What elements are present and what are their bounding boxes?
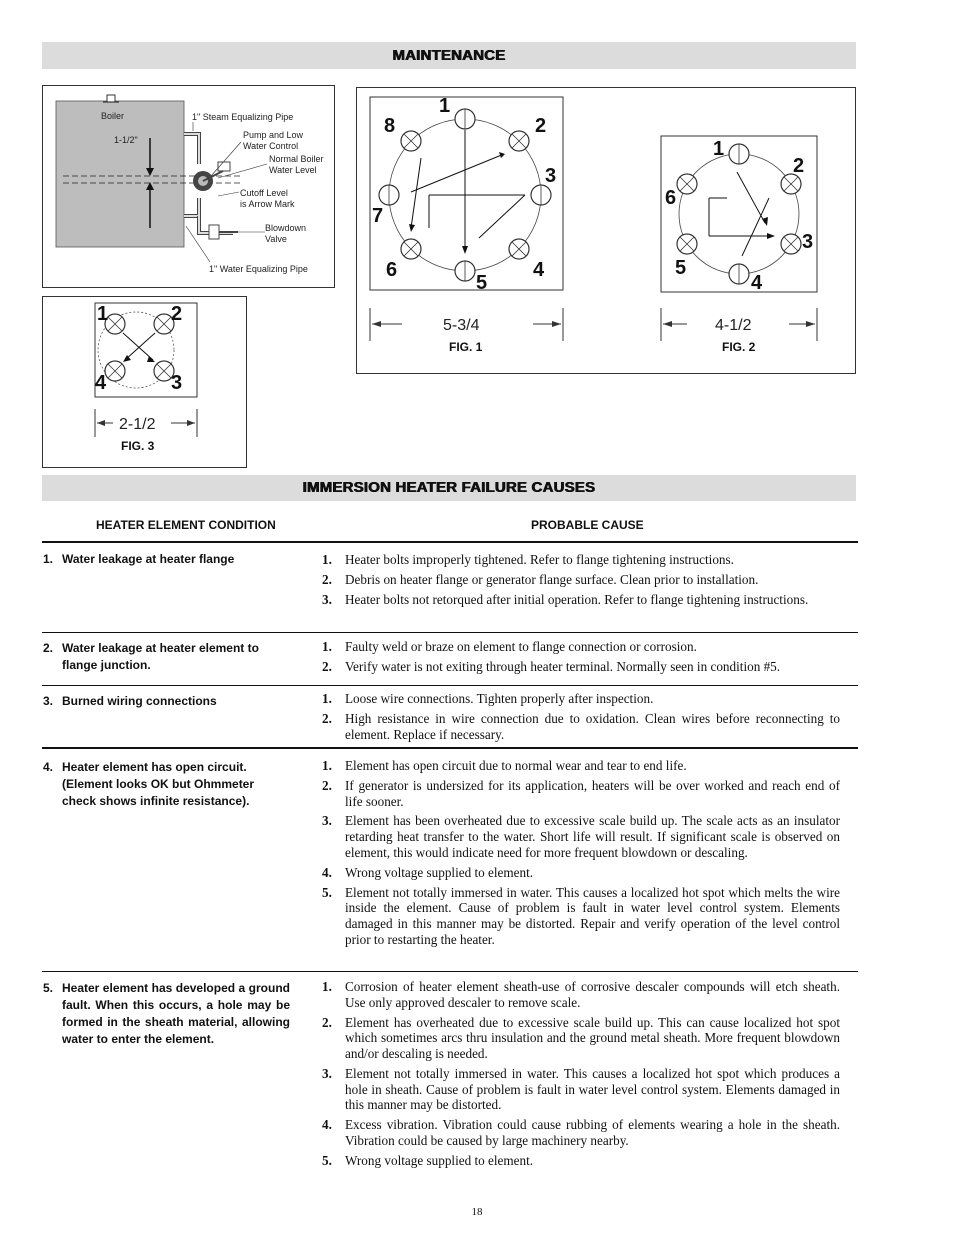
fig1-bolt-3: 3 — [545, 165, 557, 187]
cause-item: 4. Excess vibration. Vibration could cause rubbing of elements wearing a hole in the sheath. Vibration could be caused by large machinery nearby. — [322, 1117, 840, 1148]
fig1-bolt-2: 2 — [535, 115, 547, 137]
fig3-box — [42, 296, 247, 468]
page-number: 18 — [471, 1206, 483, 1218]
column-header-cause: PROBABLE CAUSE — [531, 518, 644, 532]
fig1-diagram — [370, 95, 573, 354]
fig3-caption: FIG. 3 — [121, 439, 155, 453]
cause-item: 5. Element not totally immersed in water. This causes a localized hot spot which melts the wire inside the element. Cause of problem is fault in water level control system. Elements damaged in this manner may be distorted. Repair and verify operation of the level control prior to restarting the heater. — [322, 884, 840, 947]
fig1-caption: FIG. 1 — [449, 340, 483, 354]
cause-item: 4. Wrong voltage supplied to element. — [322, 864, 534, 880]
header-rule — [42, 541, 858, 543]
fig1-dimension: 5-3/4 — [443, 317, 480, 334]
cause-item: 2. High resistance in wire connection due to oxidation. Clean wires before reconnecting to element. Replace if necessary. — [322, 710, 840, 742]
row-rule — [42, 747, 858, 749]
normal-level-label-2: Water Level — [269, 165, 317, 175]
fig2-dimension: 4-1/2 — [715, 317, 752, 334]
water-pipe-label: 1" Water Equalizing Pipe — [209, 264, 308, 274]
condition-3: 3. Burned wiring connections — [43, 694, 217, 708]
cutoff-label-1: Cutoff Level — [240, 188, 288, 198]
fig2-caption: FIG. 2 — [722, 340, 756, 354]
cause-item: 2. Debris on heater flange or generator flange surface. Clean prior to installation. — [322, 571, 759, 587]
causes-4 — [322, 758, 840, 952]
cause-item: 1. Loose wire connections. Tighten properly after inspection. — [322, 691, 654, 706]
cause-item: 3. Element has been overheated due to excessive scale build up. The scale acts as an insulator retarding heat transfer to the water. Short life will result. If significant scale is observed on element, this would indicate need for more frequent blowdown or descaling. — [322, 813, 840, 860]
cause-item: 1. Faulty weld or braze on element to flange connection or corrosion. — [322, 639, 697, 654]
boiler-label: Boiler — [101, 111, 125, 121]
causes-2 — [322, 639, 840, 679]
cause-item: 2. If generator is undersized for its application, heaters will be over worked and reach end of life sooner. — [322, 777, 840, 809]
normal-level-label-1: Normal Boiler — [269, 154, 324, 164]
steam-pipe-label: 1" Steam Equalizing Pipe — [192, 112, 294, 122]
bolt-pattern-figures — [356, 87, 856, 374]
cause-item: 3. Element not totally immersed in water. This causes a localized hot spot which produces a hole in sheath. Cause of problem is fault in water level control system. Elements damaged in this manner may be distorted. — [322, 1065, 840, 1113]
fig3-bolt-3: 3 — [171, 372, 183, 394]
fig3-bolt-1: 1 — [97, 303, 109, 325]
maintenance-heading — [42, 42, 856, 69]
causes-1 — [322, 552, 840, 612]
causes-5 — [322, 979, 840, 1173]
fig2-bolt-4: 4 — [751, 272, 763, 294]
cause-item: 3. Heater bolts not retorqued after initial operation. Refer to flange tightening instructions. — [322, 591, 809, 607]
fig2-bolt-3: 3 — [802, 231, 814, 253]
condition-2: 2. Water leakage at heater element to flange junction. — [43, 641, 259, 672]
row-rule — [42, 632, 858, 633]
column-header-condition: HEATER ELEMENT CONDITION — [96, 518, 276, 532]
condition-1: 1. Water leakage at heater flange — [43, 552, 235, 566]
cause-item: 1. Corrosion of heater element sheath-use of corrosive descaler compounds will etch sheath. Use only approved descaler to remove scale. — [322, 979, 840, 1010]
failure-causes-heading-text: IMMERSION HEATER FAILURE CAUSES — [302, 479, 596, 496]
blowdown-label-1: Blowdown — [265, 223, 307, 233]
fig1-bolt-5: 5 — [476, 272, 488, 294]
fig3-bolt-4: 4 — [95, 372, 107, 394]
dimension-label: 1-1/2" — [114, 135, 138, 145]
condition-5: 5. Heater element has developed a ground fault. When this occurs, a hole may be formed in the sheath material, allowing water to enter the element. — [43, 981, 290, 1046]
failure-causes-heading — [42, 475, 856, 501]
pump-control-label-1: Pump and Low — [243, 130, 304, 140]
condition-4: 4. Heater element has open circuit. (Element looks OK but Ohmmeter check shows infinite resistance). — [43, 760, 255, 808]
row-rule — [42, 971, 858, 972]
cause-item: 2. Verify water is not exiting through heater terminal. Normally seen in condition #5. — [322, 658, 781, 674]
causes-3 — [322, 691, 840, 746]
row-rule — [42, 685, 858, 686]
cause-item: 1. Heater bolts improperly tightened. Refer to flange tightening instructions. — [322, 552, 734, 567]
cause-item: 1. Element has open circuit due to normal wear and tear to end life. — [322, 758, 687, 773]
cutoff-label-2: is Arrow Mark — [240, 199, 295, 209]
fig3-dimension: 2-1/2 — [119, 416, 156, 433]
fig2-bolt-1: 1 — [713, 138, 725, 160]
fig1-bolt-8: 8 — [384, 115, 396, 137]
fig2-bolt-5: 5 — [675, 257, 687, 279]
fig2-bolt-2: 2 — [793, 155, 805, 177]
boiler-piping-diagram — [42, 85, 335, 288]
blowdown-label-2: Valve — [265, 234, 287, 244]
fig1-bolt-1: 1 — [439, 95, 451, 117]
fig2-bolt-6: 6 — [665, 187, 677, 209]
cause-item: 2. Element has overheated due to excessive scale build up. This can cause localized hot spot which sometimes arcs thru insulation and the ground metal sheath. More frequent blowdown and/or descaling is needed. — [322, 1014, 840, 1061]
fig3-bolt-2: 2 — [171, 303, 183, 325]
cause-item: 5. Wrong voltage supplied to element. — [322, 1152, 534, 1168]
pump-control-label-2: Water Control — [243, 141, 299, 151]
fig1-bolt-4: 4 — [533, 259, 545, 281]
fig1-bolt-7: 7 — [372, 205, 384, 227]
fig1-bolt-6: 6 — [386, 259, 398, 281]
fig2-diagram — [661, 136, 817, 354]
maintenance-heading-text: MAINTENANCE — [392, 47, 506, 64]
